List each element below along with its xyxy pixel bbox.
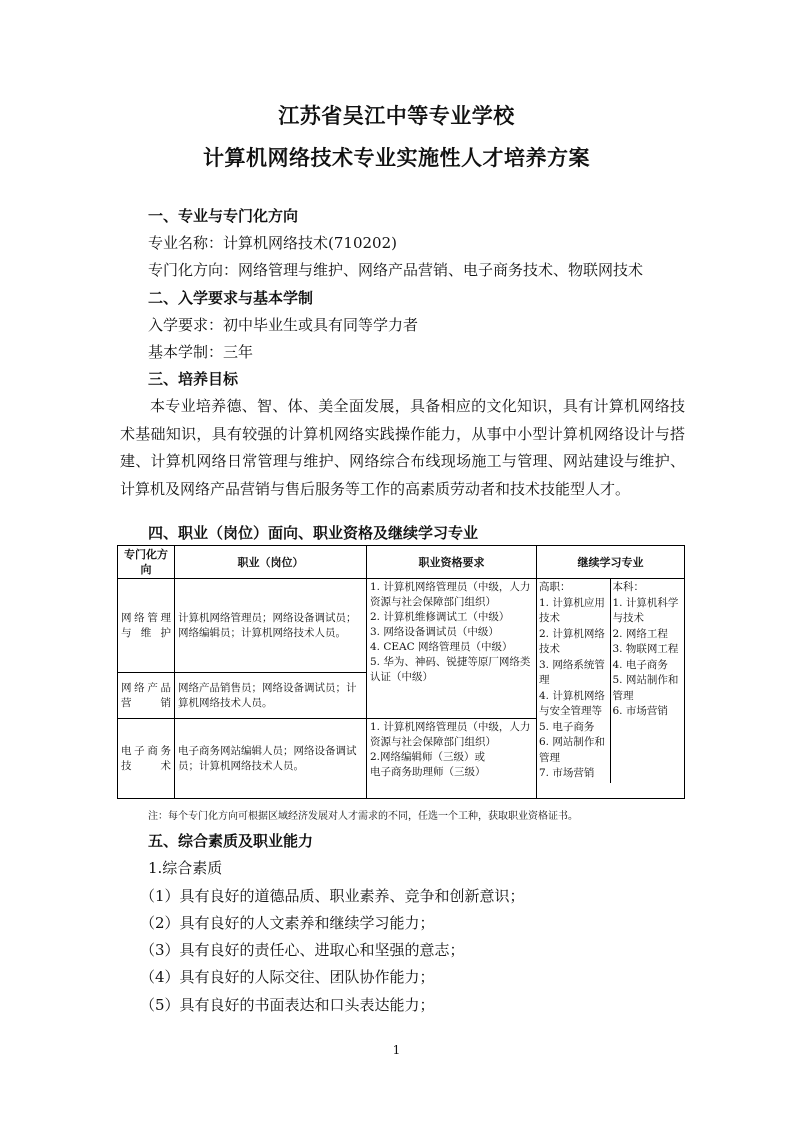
study-item: 1. 计算机应用技术	[539, 596, 605, 624]
cert-item: 3. 网络设备调试员（中级）	[370, 626, 499, 638]
section-heading-3: 三、培养目标	[148, 370, 239, 388]
study-item: 高职：	[539, 581, 571, 593]
list-item: （4）具有良好的人际交往、团队协作能力；	[140, 968, 435, 986]
cert-item: 1. 计算机网络管理员（中级，人力资源与社会保障部门组织）	[370, 721, 531, 748]
table-header-cell: 继续学习专业	[537, 546, 685, 579]
table-header-cell: 职业（岗位）	[175, 546, 367, 579]
list-item: （3）具有良好的责任心、进取心和坚强的意志；	[140, 941, 465, 959]
cert-item: 电子商务助理师（三级）	[370, 766, 486, 778]
section-heading-4: 四、职业（岗位）面向、职业资格及继续学习专业	[148, 524, 479, 542]
direction-cell: 网络产品营销	[118, 673, 175, 719]
training-goal-paragraph: 本专业培养德、智、体、美全面发展，具备相应的文化知识，具有计算机网络技术基础知识，具有较强的计算机网络实践操作能力，从事中小型计算机网络设计与搭建、计算机网络日常管理与维护、网络综合布线现场施工与管理、网站建设与维护、计算机及网络产品营销与售后服务等工作的高素质劳动者和技术技能型人才。	[120, 397, 685, 498]
study-item: 6. 网站制作和管理	[539, 736, 605, 764]
direction-cell: 网络管理与维护	[118, 579, 175, 673]
jobs-cell: 电子商务网站编辑人员；网络设备调试员；计算机网络技术人员。	[175, 719, 367, 799]
study-item: 2. 计算机网络技术	[539, 627, 605, 655]
admission-requirement: 入学要求：初中毕业生或具有同等学力者	[148, 316, 419, 334]
list-item: （5）具有良好的书面表达和口头表达能力；	[140, 996, 435, 1014]
cert-item: 1. 计算机网络管理员（中级，人力资源与社会保障部门组织）	[370, 581, 531, 608]
study-item: 2. 网络工程	[612, 627, 668, 640]
cert-cell	[367, 579, 537, 719]
cert-item: 2.网络编辑师（三级）或	[370, 751, 486, 763]
table-header-cell: 职业资格要求	[367, 546, 537, 579]
page-number: 1	[392, 1043, 401, 1057]
direction-cell: 电子商务技术	[118, 719, 175, 799]
study-duration: 基本学制：三年	[148, 343, 254, 361]
specialization-directions: 专门化方向：网络管理与维护、网络产品营销、电子商务技术、物联网技术	[148, 261, 644, 279]
table-note: 注：每个专门化方向可根据区域经济发展对人才需求的不同，任选一个工种，获取职业资格证书。	[148, 811, 578, 822]
page-subtitle: 计算机网络技术专业实施性人才培养方案	[203, 146, 590, 170]
cert-item: 4. CEAC 网络管理员（中级）	[370, 641, 513, 653]
table-header-cell: 专门化方向	[118, 546, 175, 579]
study-item: 4. 计算机网络与安全管理等	[539, 689, 605, 717]
study-item: 6. 市场营销	[612, 705, 668, 717]
table-row	[118, 579, 685, 673]
major-name: 专业名称：计算机网络技术(710202)	[148, 234, 397, 252]
list-item: （1）具有良好的道德品质、职业素养、竞争和创新意识；	[140, 887, 525, 905]
bachelor-list	[610, 579, 685, 783]
cert-cell	[367, 719, 537, 799]
section-heading-1: 一、专业与专门化方向	[148, 207, 299, 225]
further-study-cell	[537, 579, 685, 799]
jobs-cell: 网络产品销售员；网络设备调试员；计算机网络技术人员。	[175, 673, 367, 719]
study-item: 3. 网络系统管理	[539, 658, 605, 686]
section-heading-2: 二、入学要求与基本学制	[148, 289, 314, 307]
jobs-cell: 计算机网络管理员；网络设备调试员；网络编辑员；计算机网络技术人员。	[175, 579, 367, 673]
section-heading-5: 五、综合素质及职业能力	[148, 832, 314, 850]
study-item: 7. 市场营销	[539, 767, 595, 779]
higher-vocational-list	[537, 579, 611, 783]
table-header-row	[118, 546, 685, 579]
study-item: 5. 电子商务	[539, 720, 595, 733]
cert-item: 5. 华为、神码、锐捷等原厂网络类认证（中级）	[370, 656, 531, 683]
study-item: 5. 网站制作和管理	[612, 674, 679, 702]
study-item: 3. 物联网工程	[612, 643, 679, 655]
career-table	[117, 545, 685, 799]
cert-item: 2. 计算机维修调试工（中级）	[370, 611, 510, 623]
page-title: 江苏省吴江中等专业学校	[278, 104, 515, 128]
list-item: （2）具有良好的人文素养和继续学习能力；	[140, 914, 435, 932]
study-item: 4. 电子商务	[612, 658, 668, 671]
study-item: 本科：	[612, 581, 644, 593]
subheading-quality: 1.综合素质	[148, 859, 223, 877]
study-item: 1. 计算机科学与技术	[612, 596, 679, 624]
